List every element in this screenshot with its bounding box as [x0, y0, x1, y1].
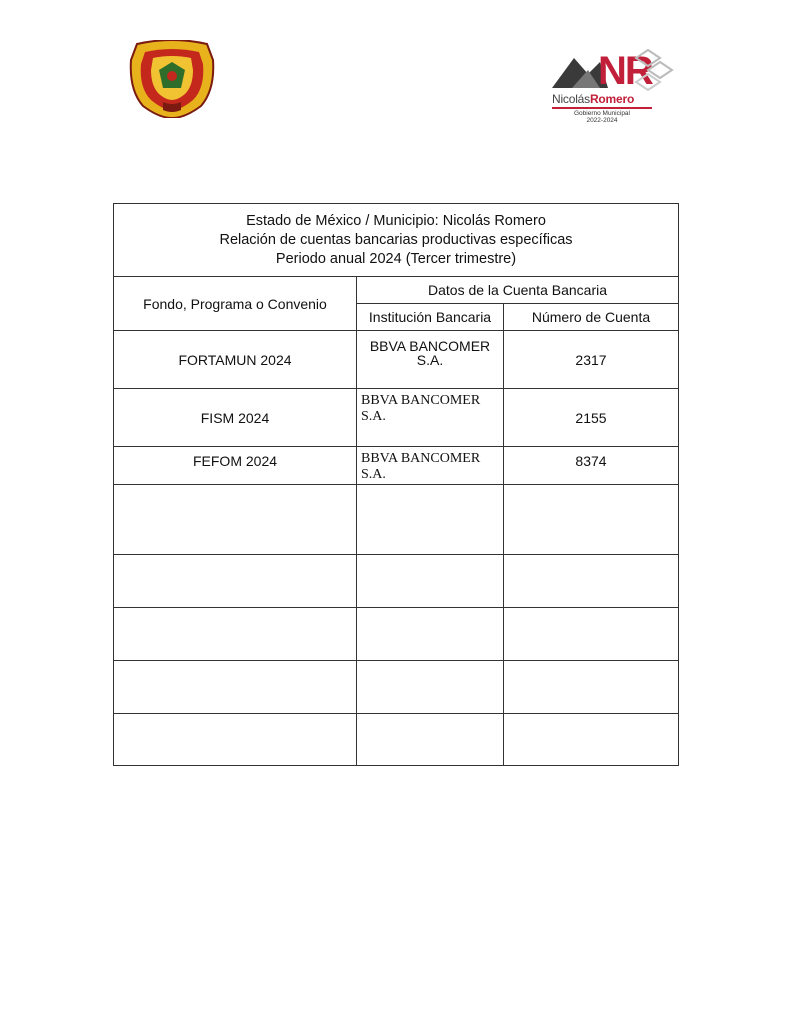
table-row [114, 389, 679, 447]
bank-cell: BBVA BANCOMER S.A. [357, 331, 504, 389]
logo-subtitle-text: Gobierno Municipal [573, 110, 630, 117]
account-cell: 2155 [504, 389, 679, 447]
bank-accounts-table [113, 203, 678, 765]
table-row [114, 331, 679, 389]
table-row [114, 447, 679, 485]
table-title [114, 204, 679, 277]
title-line-state: Estado de México / Municipio: Nicolás Romero [246, 212, 546, 229]
account-cell: 8374 [504, 447, 679, 485]
municipal-shield-logo [123, 40, 221, 118]
fund-cell: FEFOM 2024 [114, 447, 357, 485]
bank-cell: BBVA BANCOMER S.A. [357, 389, 504, 447]
empty-row [114, 555, 679, 608]
account-cell: 2317 [504, 331, 679, 389]
logo-years: 2022-2024 [586, 117, 618, 124]
header-fund: Fondo, Programa o Convenio [114, 277, 357, 331]
bank-cell: BBVA BANCOMER S.A. [357, 447, 504, 485]
empty-row [114, 608, 679, 661]
logo-municipality-name: NicolásRomero [552, 92, 635, 106]
fund-cell: FORTAMUN 2024 [114, 331, 357, 389]
empty-row [114, 714, 679, 766]
logo-subtitle [548, 110, 656, 124]
header-account-number: Número de Cuenta [504, 304, 679, 331]
nr-mark-icon [548, 44, 678, 94]
shield-icon [123, 40, 221, 118]
header-account-data: Datos de la Cuenta Bancaria [357, 277, 679, 304]
title-line-period: Periodo anual 2024 (Tercer trimestre) [275, 250, 517, 267]
empty-row [114, 661, 679, 714]
logo-underline [552, 107, 652, 109]
title-line-report: Relación de cuentas bancarias productivas específicas [219, 231, 573, 248]
fund-cell: FISM 2024 [114, 389, 357, 447]
empty-row [114, 485, 679, 555]
header-bank: Institución Bancaria [357, 304, 504, 331]
svg-text:NR: NR [598, 49, 652, 93]
nicolas-romero-logo [548, 44, 678, 124]
